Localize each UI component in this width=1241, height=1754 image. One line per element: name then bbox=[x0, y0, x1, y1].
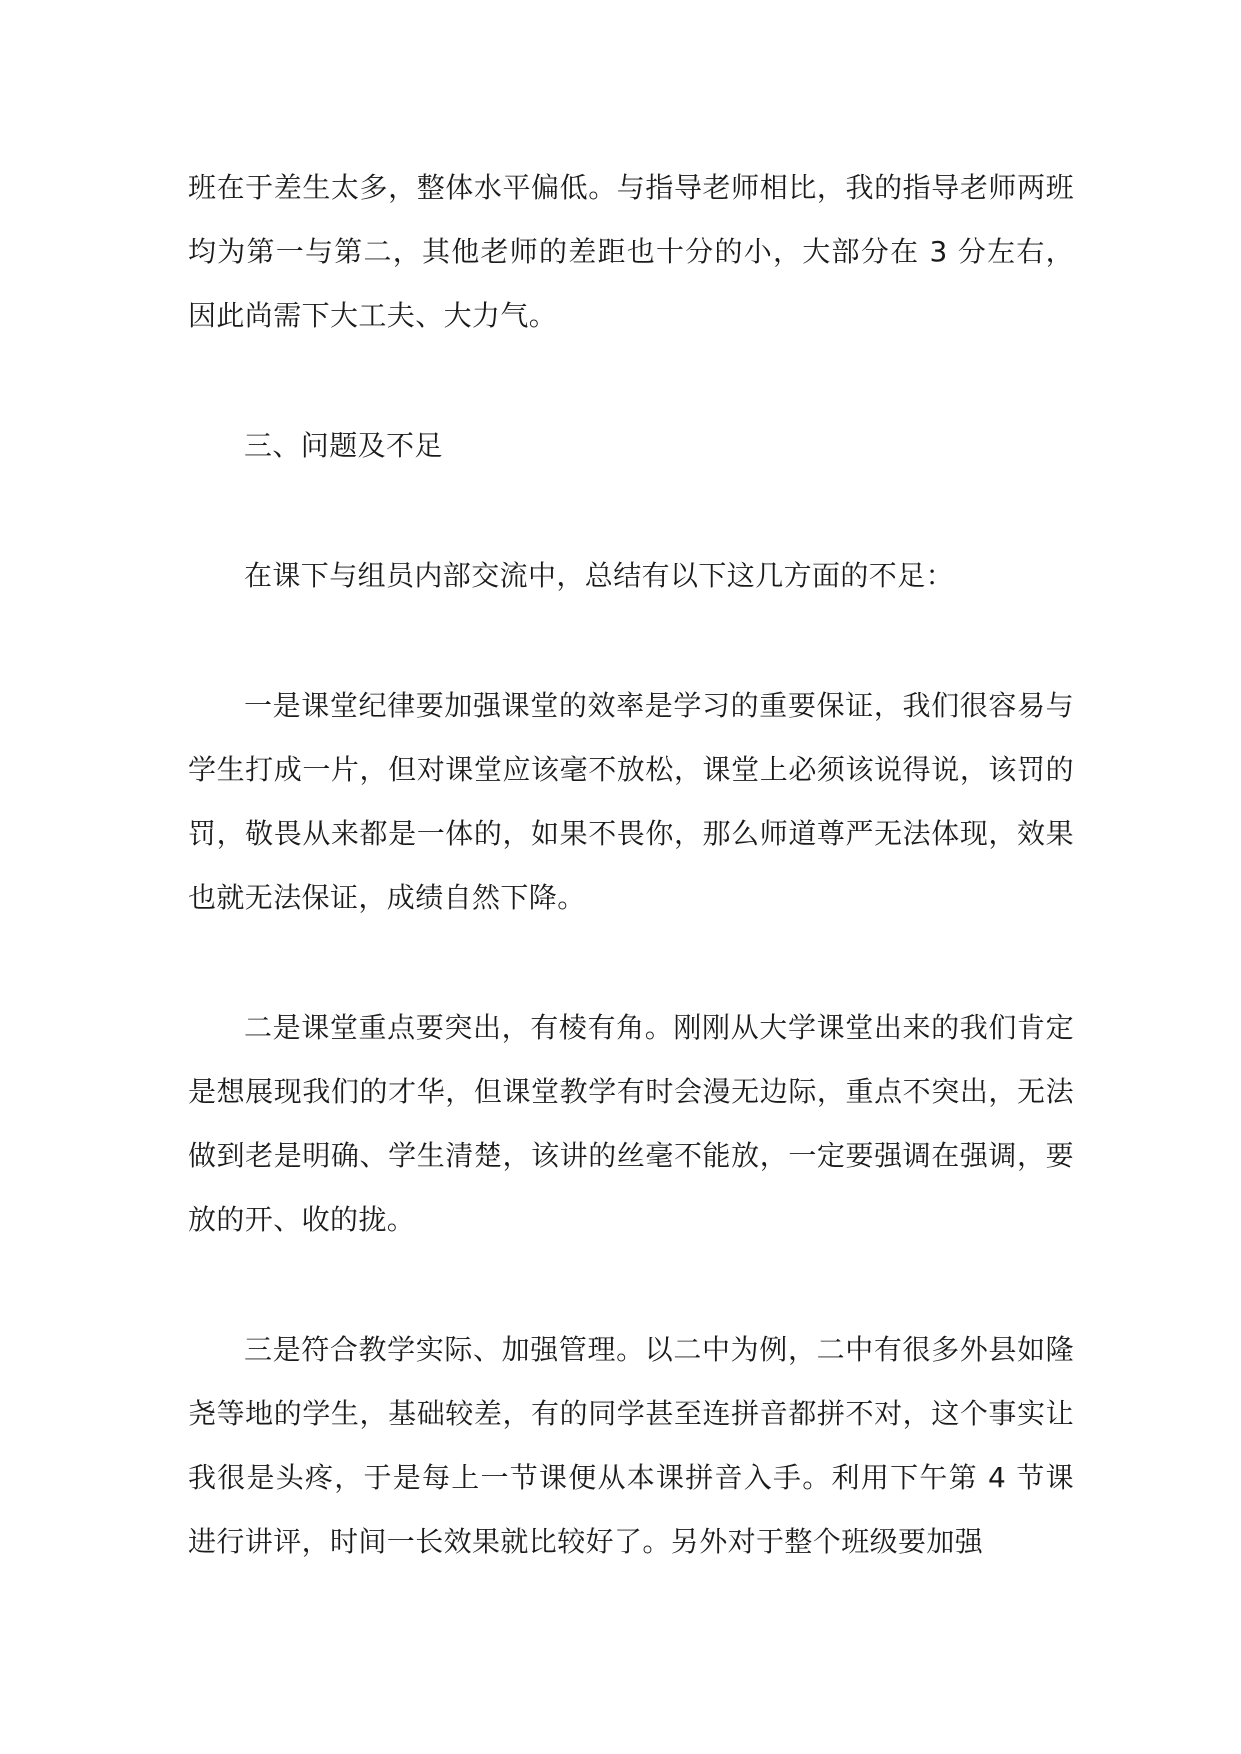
paragraph-point-three: 三是符合教学实际、加强管理。以二中为例，二中有很多外县如隆尧等地的学生，基础较差，有的同学甚至连拼音都拼不对，这个事实让我很是头疼，于是每上一节课便从本课拼音入手。利用下午第 4 节课进行讲评，时间一长效果就比较好了。另外对于整个班级要加强 bbox=[188, 1333, 1074, 1558]
paragraph-point-two: 二是课堂重点要突出，有棱有角。刚刚从大学课堂出来的我们肯定是想展现我们的才华，但课堂教学有时会漫无边际，重点不突出，无法做到老是明确、学生清楚，该讲的丝毫不能放，一定要强调在强调，要放的开、收的拢。 bbox=[188, 1011, 1074, 1236]
document-body bbox=[188, 156, 1074, 1640]
paragraph-point-one: 一是课堂纪律要加强课堂的效率是学习的重要保证，我们很容易与学生打成一片，但对课堂应该毫不放松，课堂上必须该说得说，该罚的罚，敬畏从来都是一体的，如果不畏你，那么师道尊严无法体现，效果也就无法保证，成绩自然下降。 bbox=[188, 689, 1074, 914]
section-heading-problems: 三、问题及不足 bbox=[244, 429, 443, 462]
paragraph-continuation: 班在于差生太多，整体水平偏低。与指导老师相比，我的指导老师两班均为第一与第二，其他老师的差距也十分的小，大部分在 3 分左右，因此尚需下大工夫、大力气。 bbox=[188, 171, 1074, 332]
paragraph-intro: 在课下与组员内部交流中，总结有以下这几方面的不足： bbox=[244, 559, 955, 592]
